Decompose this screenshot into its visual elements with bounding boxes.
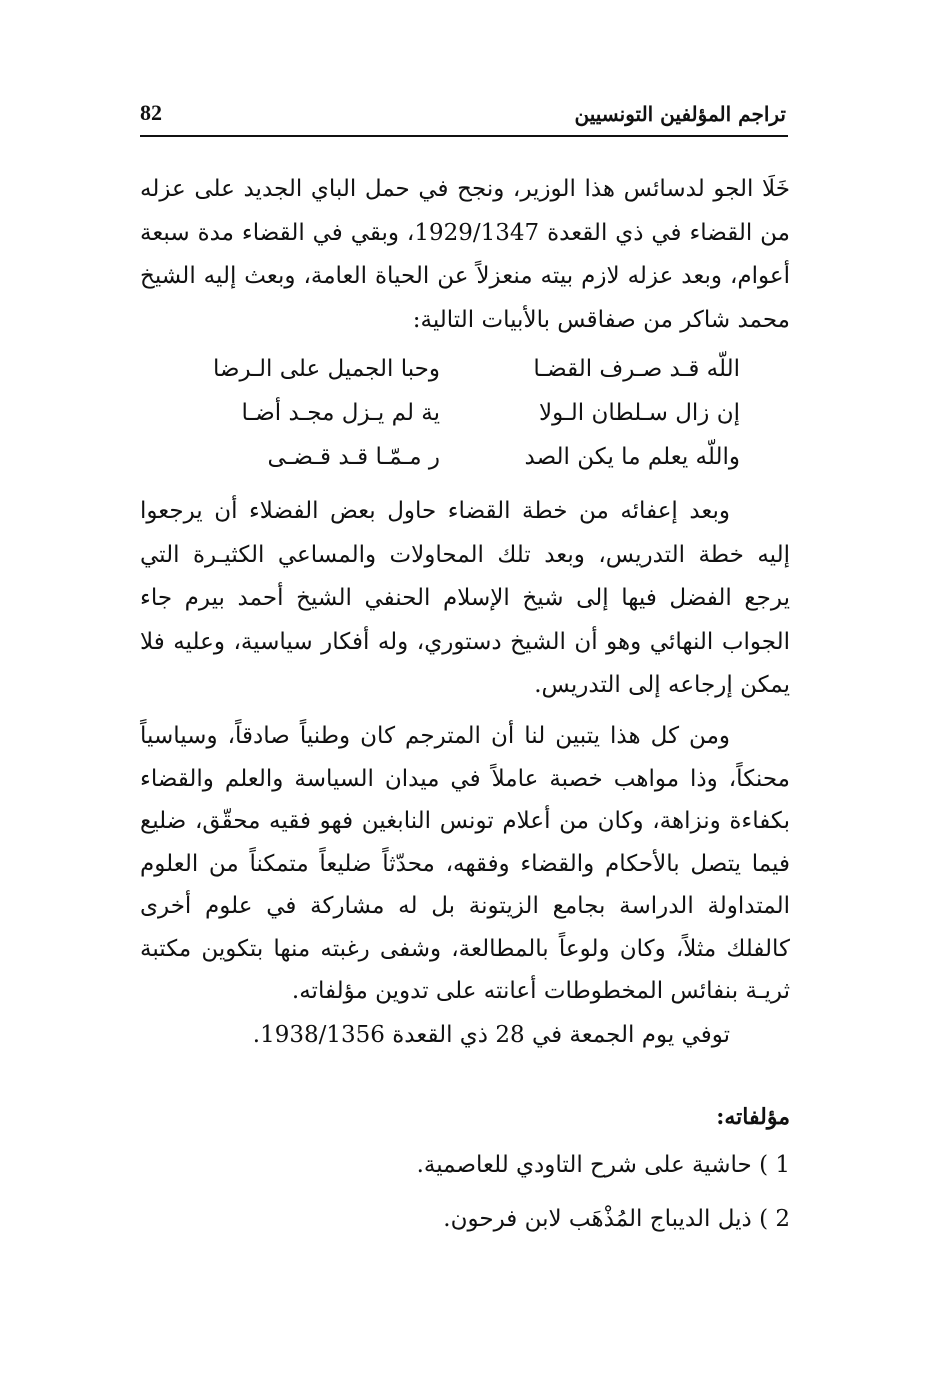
text-line: إليه خطة التدريس، وبعد تلك المحاولات والمساعي الكثيـرة التي [140,541,790,568]
verse-first-hemistich: اللّه قـد صـرف القضـا [533,356,740,382]
verse-first-hemistich: إن زال سـلطان الـولا [539,400,740,426]
text-line: الجواب النهائي وهو أن الشيخ دستوري، وله أفكار سياسية، وعليه فلا [140,628,790,655]
paragraph-3 [140,715,790,1013]
text-line: محنكاً، وذا مواهب خصبة عاملاً في ميدان السياسة والعلم والقضاء [140,765,790,792]
text-line: الشيخ محمد شاكر من صفاقس بالأبيات التالية: [140,263,790,333]
text-line: المتداولة الدراسة بجامع الزيتونة بل له مشاركة في علوم أخرى كالفلك [140,893,790,962]
header-rule [140,135,788,137]
verse-second-hemistich: ية لم يـزل مجـد أضـا [241,400,440,426]
text-line: يمكن إرجاعه إلى التدريس. [534,672,790,698]
works-heading: مؤلفاته: [716,1104,790,1130]
work-item: 1 ) حاشية على شرح التاودي للعاصمية. [416,1152,790,1178]
text-line: سبعة أعوام، وبعد عزله لازم بيته منعزلاً عن الحياة العامة، وبعث إليه [140,219,790,289]
paragraph-2 [140,490,790,708]
verse-first-hemistich: واللّه يعلم ما يكن الصد [524,444,740,470]
text-line: فيما يتصل بالأحكام والقضاء وفقهه، محدّثاً ضليعاً متمكناً من العلوم [140,850,790,877]
paragraph-4: توفي يوم الجمعة في 28 ذي القعدة 1938/1356. [252,1022,730,1048]
work-item: 2 ) ذيل الديباج المُذْهَب لابن فرحون. [443,1206,790,1232]
text-line: يرجع الفضل فيها إلى شيخ الإسلام الحنفي الشيخ أحمد بيرم جاء [140,585,790,611]
verse-second-hemistich: ر مـمّـا قـد قـضـى [267,444,440,470]
page-header [140,100,788,132]
verse-line [195,356,740,392]
page-number: 82 [140,100,162,125]
verse-line [195,400,740,436]
text-line: مثلاً، وكان ولوعاً بالمطالعة، وشفى رغبته منها بتكوين مكتبة ثريـة [140,935,790,1004]
running-title: تراجم المؤلفين التونسيين [574,102,786,126]
text-line: عزله من القضاء في ذي القعدة 1929/1347، وبقي في القضاء مدة [140,176,791,246]
text-line: خَلَا الجو لدسائس هذا الوزير، ونجح في حمل الباي الجديد على [194,176,790,202]
text-line: ومن كل هذا يتبين لنا أن المترجم كان وطنياً صادقاً، وسياسياً [140,723,730,749]
verse-line [195,444,740,480]
verse-second-hemistich: وحبا الجميل على الـرضا [213,356,440,382]
text-line: وبعد إعفائه من خطة القضاء حاول بعض الفضلاء أن يرجعوا [140,498,730,524]
paragraph-1 [140,168,790,342]
text-line: بكفاءة ونزاهة، وكان من أعلام تونس النابغين فهو فقيه محقّق، ضليع [140,808,790,834]
text-line: بنفائس المخطوطات أعانته على تدوين مؤلفاته. [291,978,739,1004]
